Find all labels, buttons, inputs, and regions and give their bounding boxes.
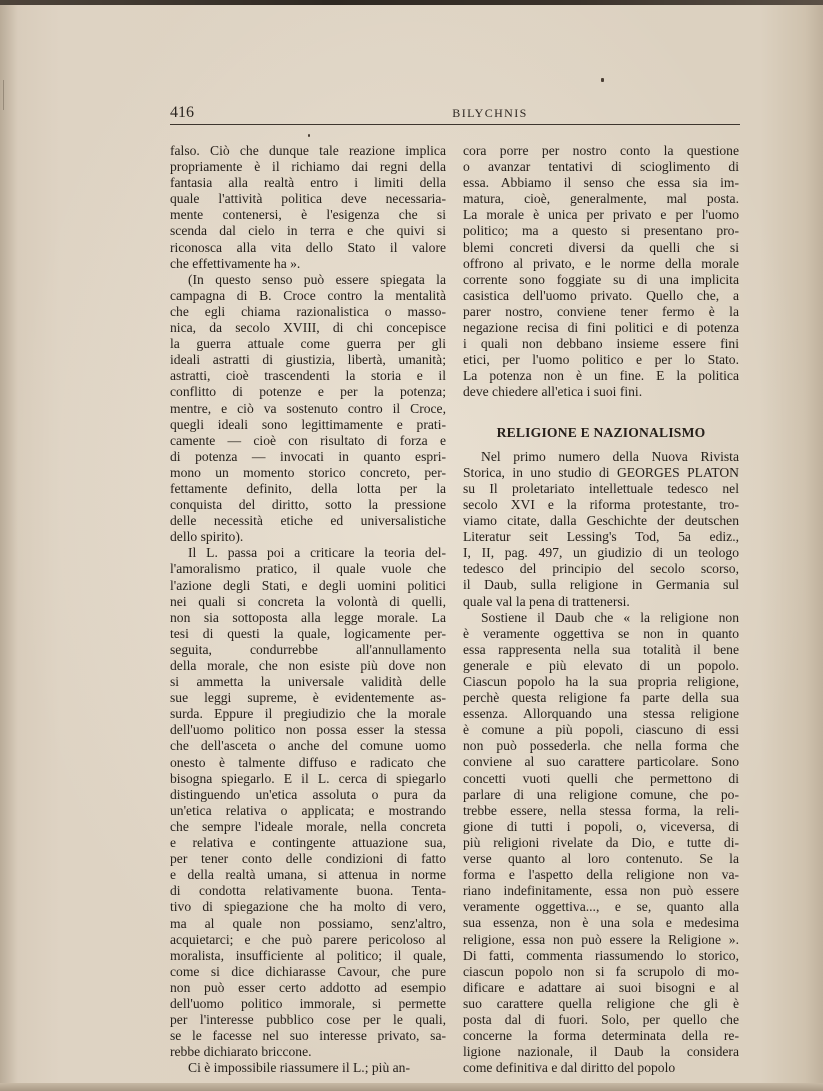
text-line: veramente oggettiva..., e se, quanto alla bbox=[463, 899, 739, 915]
text-line: come definitiva e dal diritto del popolo bbox=[463, 1060, 676, 1076]
text-line: surda. Eppure il pregiudizio che la morale bbox=[170, 706, 446, 722]
text-line: matura, cioè, generalmente, mal posta. bbox=[463, 191, 739, 207]
text-line: Sostiene il Daub che « la religione non bbox=[481, 609, 739, 625]
text-line: essenza. Allorquando una stessa religione bbox=[463, 706, 739, 722]
margin-mark bbox=[3, 80, 14, 110]
text-line: Nel primo numero della Nuova Rivista bbox=[481, 448, 739, 464]
text-line: più religioni rivelate da Dio, e tutte di- bbox=[463, 834, 739, 850]
text-line: I, II, pag. 497, un giudizio di un teologo bbox=[463, 545, 739, 561]
text-line: e relativa e contingente attuazione sua, bbox=[170, 835, 446, 851]
text-line: per l'interesse pubblico cose per le quali, bbox=[170, 1012, 446, 1028]
text-line: perchè questa religione fa parte della sua bbox=[463, 690, 739, 706]
text-line: offrono al privato, e le norme della morale bbox=[463, 255, 739, 271]
page-number: 416 bbox=[170, 104, 194, 121]
text-line: ideali astratti di giustizia, libertà, umanità; bbox=[170, 352, 446, 368]
text-line: si ammetta la universale validità delle bbox=[170, 674, 446, 690]
text-line: blemi concreti diversi da quelli che si bbox=[463, 239, 739, 255]
text-line: campagna di B. Croce contro la mentalità bbox=[170, 287, 446, 303]
text-line: Literatur seit Lessing's Tod, 5a ediz., bbox=[463, 529, 739, 545]
spacer bbox=[463, 401, 739, 417]
text-line: è veramente oggettiva se non in quanto bbox=[463, 625, 739, 641]
text-line: deve chiedere all'etica i suoi fini. bbox=[463, 384, 643, 400]
ink-speck bbox=[308, 134, 310, 137]
spacer bbox=[463, 441, 739, 449]
header-rule bbox=[170, 124, 740, 125]
text-line: Ci è impossibile riassumere il L.; più an- bbox=[188, 1060, 410, 1076]
right-column-bottom-text bbox=[463, 449, 739, 1077]
text-line: generale e più elevato di un popolo. bbox=[463, 657, 739, 673]
text-line: nica, da secolo XVIII, di chi concepisce bbox=[170, 320, 446, 336]
text-line: riano indefinitamente, essa non può essere bbox=[463, 883, 739, 899]
text-line: essa. Abbiamo il senso che essa sia im- bbox=[463, 175, 739, 191]
right-column-top-text bbox=[463, 143, 739, 401]
text-line: distinguendo un'etica assoluta o pura da bbox=[170, 786, 446, 802]
text-line: conviene al suo carattere particolare. Sono bbox=[463, 754, 739, 770]
text-line: parlare di una religione comune, che po- bbox=[463, 786, 739, 802]
text-line: trebbe essere, nella stessa forma, la reli- bbox=[463, 802, 739, 818]
text-line: della morale, che non esiste più dove non bbox=[170, 658, 446, 673]
text-line: ligione nazionale, il Daub la considera bbox=[463, 1044, 739, 1060]
text-line: viamo citate, dalla Geschichte der deutschen bbox=[463, 513, 739, 529]
text-line: mentre, e ciò va sostenuto contro il Croce, bbox=[170, 400, 446, 416]
text-line: bisogna spiegarlo. E il L. cerca di spiegarlo bbox=[170, 770, 446, 786]
text-line: l'amoralismo pratico, il quale vuole che bbox=[170, 561, 446, 577]
text-line: sue leggi supreme, è evidentemente as- bbox=[170, 690, 446, 706]
journal-title: BILYCHNIS bbox=[452, 106, 528, 120]
text-line: come si dice dichiarasse Cavour, che pure bbox=[170, 963, 446, 979]
text-line: concetti vuoti quelli che permettono di bbox=[463, 770, 739, 786]
text-line: (In questo senso può essere spiegata la bbox=[188, 271, 446, 287]
text-line: è comune a più popoli, ciascuno di essi bbox=[463, 722, 739, 738]
text-line: sua essenza, non è una sola e medesima bbox=[463, 915, 739, 931]
text-line: fettamente definito, della lotta per la bbox=[170, 480, 446, 496]
text-line: tivo di spiegazione che ha molto di vero, bbox=[170, 899, 446, 915]
text-line: rebbe dichiarato briccone. bbox=[170, 1044, 312, 1060]
text-line: la guerra attuale come guerra per gli bbox=[170, 336, 446, 352]
text-line: che effettivamente ha ». bbox=[170, 255, 301, 271]
text-line: per tener conto delle condizioni di fatto bbox=[170, 851, 446, 867]
text-line: che dell'asceta o anche del comune uomo bbox=[170, 738, 446, 754]
text-line: di condotta relativamente buona. Tenta- bbox=[170, 883, 446, 899]
text-line: secolo XVI e la riforma protestante, tro- bbox=[463, 496, 739, 512]
text-line: ma al quale non possiamo, senz'altro, bbox=[170, 915, 446, 931]
text-line: concerne la forma determinata della re- bbox=[463, 1028, 739, 1044]
text-line: tesi di questi la quale, logicamente per- bbox=[170, 625, 446, 641]
text-line: se le facesse nel suo interesse privato, sa- bbox=[170, 1028, 446, 1044]
text-line: dell'uomo politico immorale, si permette bbox=[170, 995, 446, 1011]
right-column bbox=[463, 143, 739, 1076]
text-line: mono un momento storico concreto, per- bbox=[170, 464, 446, 480]
text-line: essa rappresenta nella sua totalità il bene bbox=[463, 641, 739, 657]
text-line: nei quali si concreta la volontà di quelli, bbox=[170, 593, 446, 609]
text-line: quale val la pena di trattenersi. bbox=[463, 593, 630, 609]
text-line: o avanzar tentativi di scioglimento di bbox=[463, 159, 739, 175]
text-line: moralista, insufficiente al politico; il quale, bbox=[170, 947, 446, 963]
text-line: posta dal di fuori. Solo, per quello che bbox=[463, 1011, 739, 1027]
text-line: religione, essa non può essere la Religione ». bbox=[463, 931, 739, 947]
running-head bbox=[170, 104, 740, 124]
left-column bbox=[170, 143, 446, 1076]
text-line: di potenza — invocati in quanto espri- bbox=[170, 448, 446, 464]
text-line: conflitto di potenze e per la potenza; bbox=[170, 384, 446, 400]
text-line: scenda dal cielo in terra e che quivi si bbox=[170, 223, 446, 239]
text-line: La potenza non è un fine. E la politica bbox=[463, 368, 739, 384]
text-line: ciascun popolo non si fa scrupolo di mo- bbox=[463, 963, 739, 979]
text-line: Storica, in uno studio di GEORGES PLATON bbox=[463, 464, 739, 480]
text-line: seguita, condurrebbe all'annullamento bbox=[170, 641, 446, 657]
text-line: dell'uomo politico non possa esser la stessa bbox=[170, 722, 446, 738]
text-line: camente — cioè con risultato di forza e bbox=[170, 432, 446, 448]
scan-bottom-edge bbox=[0, 1083, 823, 1091]
text-line: non può esser certo addotto ad esempio bbox=[170, 979, 446, 995]
text-line: l'azione degli Stati, e degli uomini politici bbox=[170, 577, 446, 593]
text-line: etici, per l'uomo politico e per lo Stato. bbox=[463, 352, 739, 368]
text-line: delle necessità etiche ed universalistiche bbox=[170, 513, 446, 529]
text-line: conquista del diritto, sotto la pressione bbox=[170, 497, 446, 513]
text-line: che egli chiama razionalistica o masso- bbox=[170, 303, 446, 319]
text-line: quale l'attività politica deve necessaria- bbox=[170, 191, 446, 207]
text-line: forma e l'aspetto della religione non va- bbox=[463, 867, 739, 883]
text-line: La morale è unica per privato e per l'uomo bbox=[463, 207, 739, 223]
scan-top-edge bbox=[0, 0, 823, 5]
text-line: Il L. passa poi a criticare la teoria del- bbox=[188, 545, 446, 561]
text-line: Di fatti, commenta riassumendo lo storico, bbox=[463, 947, 739, 963]
text-line: che sempre l'ideale morale, nella concreta bbox=[170, 818, 446, 834]
text-line: non può possederla. che nella forma che bbox=[463, 738, 739, 754]
text-line: fantasia alla realtà entro i limiti della bbox=[170, 175, 446, 191]
text-line: cora porre per nostro conto la questione bbox=[463, 143, 739, 158]
text-line: parer nostro, conviene tener fermo è la bbox=[463, 303, 739, 319]
text-line: su Il proletariato intellettuale tedesco nel bbox=[463, 480, 739, 496]
text-line: onesto è talmente diffuso e radicato che bbox=[170, 754, 446, 770]
section-heading: RELIGIONE E NAZIONALISMO bbox=[496, 424, 706, 440]
text-line: casistica dell'uomo privato. Quello che, a bbox=[463, 287, 739, 303]
text-line: gione di tutti i popoli, o, viceversa, di bbox=[463, 818, 739, 834]
text-line: mente contenersi, è l'esigenza che si bbox=[170, 207, 446, 223]
text-line: i quali non debbano insieme essere fini bbox=[463, 336, 739, 352]
text-line: verse quanto al loro contenuto. Se la bbox=[463, 851, 739, 867]
ink-speck bbox=[601, 78, 604, 82]
text-line: dificare e adattare ai suoi bisogni e al bbox=[463, 979, 739, 995]
text-line: propriamente è il richiamo dai regni della bbox=[170, 159, 446, 175]
text-line: Ciascun popolo ha la sua propria religione, bbox=[463, 674, 739, 689]
text-line: corrente sono foggiate su di una implicita bbox=[463, 271, 739, 287]
text-line: suo carattere quella religione che gli è bbox=[463, 995, 739, 1011]
text-line: falso. Ciò che dunque tale reazione implica bbox=[170, 143, 446, 158]
text-line: non sia sottoposta alla legge morale. La bbox=[170, 609, 446, 625]
text-line: dello spirito). bbox=[170, 529, 244, 545]
text-line: astratti, cioè trascendenti la storia e il bbox=[170, 368, 446, 384]
text-line: politico; ma a questo si presentano pro- bbox=[463, 223, 739, 239]
text-line: e della realtà umana, si attenua in norme bbox=[170, 867, 446, 883]
text-line: negazione recisa di fini politici e di potenza bbox=[463, 320, 739, 336]
text-line: un'etica relativa o applicata; e mostrando bbox=[170, 802, 446, 818]
text-line: acquietarci; e che può parere pericoloso al bbox=[170, 931, 446, 947]
spacer bbox=[463, 417, 739, 425]
text-line: riconosca alla vita dello Stato il valore bbox=[170, 239, 446, 255]
text-line: quegli ideali sono legittimamente e prati- bbox=[170, 416, 446, 432]
text-line: tedesco del principio del secolo scorso, bbox=[463, 561, 739, 577]
text-line: il Daub, sulla religione in Germania sul bbox=[463, 577, 739, 593]
